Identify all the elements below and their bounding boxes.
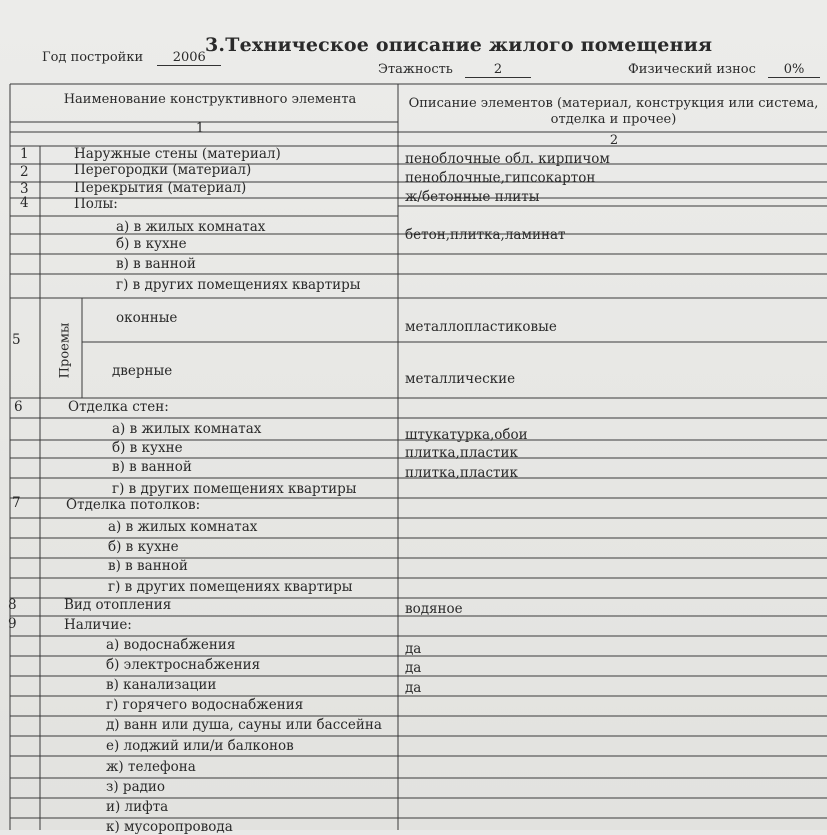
row-element-name: а) в жилых комнатах: [112, 421, 262, 437]
row-description: пеноблочные,гипсокартон: [405, 170, 596, 186]
row-element-name: е) лоджий или/и балконов: [106, 738, 294, 754]
row-element-name: г) в других помещениях квартиры: [116, 277, 361, 293]
row-element-name: в) в ванной: [108, 558, 188, 574]
row-element-name: оконные: [116, 310, 178, 326]
row-description: да: [405, 680, 422, 696]
row-element-name: а) в жилых комнатах: [108, 519, 258, 535]
row-element-name: Перегородки (материал): [74, 162, 252, 178]
row-description: плитка,пластик: [405, 465, 518, 481]
row-element-name: з) радио: [106, 779, 166, 795]
row-number: 5: [12, 332, 21, 348]
column-header-description-line2: отделка и прочее): [550, 112, 677, 127]
row-element-name: б) электроснабжения: [106, 657, 261, 673]
row-element-name: Наличие:: [64, 617, 132, 633]
row-description: металлические: [405, 371, 516, 387]
row-number: 1: [20, 146, 29, 162]
row-element-name: Отделка стен:: [68, 399, 169, 415]
floors-label: Этажность: [378, 62, 453, 77]
year-value: 2006: [157, 50, 221, 66]
row-number: 4: [20, 195, 29, 211]
row-description: плитка,пластик: [405, 445, 518, 461]
row-element-name: Полы:: [74, 196, 118, 212]
row-description: пеноблочные обл. кирпичом: [405, 151, 610, 167]
row-element-name: б) в кухне: [116, 236, 187, 252]
row-number: 2: [20, 164, 29, 180]
column-number-1: 1: [195, 121, 205, 136]
row-element-name: г) в других помещениях квартиры: [112, 481, 357, 497]
row-number: 3: [20, 181, 29, 197]
row-element-name: б) в кухне: [112, 440, 183, 456]
row-description: штукатурка,обои: [405, 427, 528, 443]
row-element-name: б) в кухне: [108, 539, 179, 555]
row-element-name: а) водоснабжения: [106, 637, 236, 653]
row-number: 8: [8, 597, 17, 613]
row-element-name: в) в ванной: [112, 459, 192, 475]
row-element-name: г) в других помещениях квартиры: [108, 579, 353, 595]
column-number-2: 2: [609, 133, 619, 148]
row-description: ж/бетонные плиты: [405, 189, 540, 205]
year-label: Год постройки: [42, 50, 144, 65]
row-description: водяное: [405, 601, 463, 617]
openings-vertical-label: [50, 310, 80, 390]
wear-value: 0%: [768, 62, 820, 78]
row-number: 6: [14, 399, 23, 415]
row-number: 7: [12, 495, 21, 511]
row-element-name: к) мусоропровода: [106, 819, 233, 835]
row-element-name: д) ванн или душа, сауны или бассейна: [106, 717, 382, 733]
row-description: бетон,плитка,ламинат: [405, 227, 566, 243]
wear-label: Физический износ: [628, 62, 756, 77]
column-header-description: [400, 96, 827, 128]
row-element-name: Вид отопления: [64, 597, 172, 613]
row-element-name: а) в жилых комнатах: [116, 219, 266, 235]
document-title: 3.Техническое описание жилого помещения: [205, 34, 713, 56]
row-element-name: в) в ванной: [116, 256, 196, 272]
column-header-description-line1: Описание элементов (материал, конструкция или система,: [408, 96, 819, 111]
row-number: 9: [8, 616, 17, 632]
row-description: металлопластиковые: [405, 319, 557, 335]
row-element-name: и) лифта: [106, 799, 169, 815]
row-element-name: дверные: [112, 363, 173, 379]
row-element-name: Отделка потолков:: [66, 497, 201, 513]
floors-value: 2: [465, 62, 531, 78]
row-element-name: г) горячего водоснабжения: [106, 697, 304, 713]
row-element-name: Перекрытия (материал): [74, 180, 247, 196]
row-element-name: ж) телефона: [106, 759, 196, 775]
row-description: да: [405, 660, 422, 676]
column-header-name: Наименование конструктивного элемента: [63, 92, 357, 107]
row-element-name: в) канализации: [106, 677, 217, 693]
row-description: да: [405, 641, 422, 657]
row-element-name: Наружные стены (материал): [74, 146, 281, 162]
openings-label-text: Проемы: [57, 322, 73, 378]
